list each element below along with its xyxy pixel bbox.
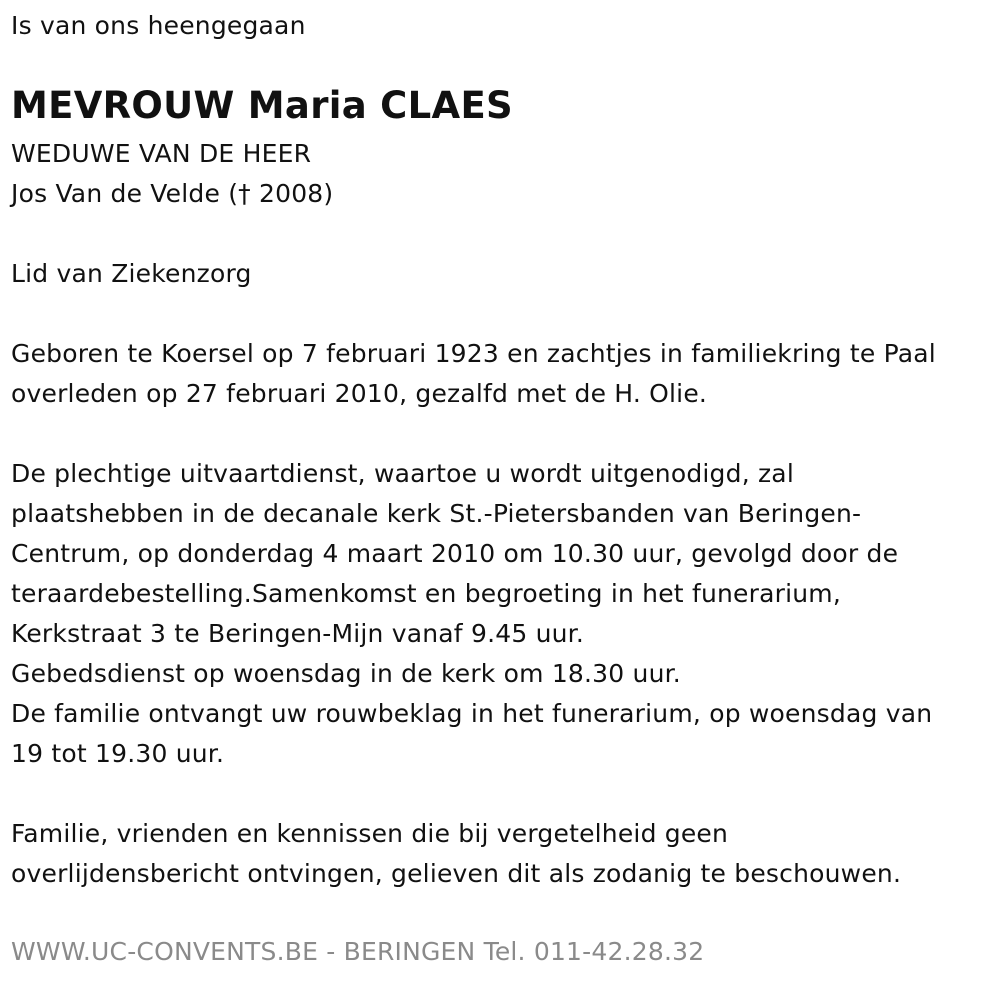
paragraph-line: Gebedsdienst op woensdag in de kerk om 18.30 uur. [11, 659, 681, 688]
footer-contact: WWW.UC-CONVENTS.BE - BERINGEN Tel. 011-42.28.32 [11, 937, 705, 966]
paragraph-line: overlijdensbericht ontvingen, gelieven dit als zodanig te beschouwen. [11, 859, 902, 888]
paragraph-line: Kerkstraat 3 te Beringen-Mijn vanaf 9.45 uur. [11, 619, 584, 648]
widow-of-label: WEDUWE VAN DE HEER [11, 139, 312, 168]
paragraph-line: Familie, vrienden en kennissen die bij vergetelheid geen [11, 819, 729, 848]
paragraph-line: Centrum, op donderdag 4 maart 2010 om 10.30 uur, gevolgd door de [11, 539, 899, 568]
paragraph-line: De plechtige uitvaartdienst, waartoe u wordt uitgenodigd, zal [11, 459, 794, 488]
birth-death-paragraph [11, 334, 936, 414]
intro-text: Is van ons heengegaan [11, 11, 306, 40]
paragraph-line: 19 tot 19.30 uur. [11, 739, 225, 768]
paragraph-line: overleden op 27 februari 2010, gezalfd met de H. Olie. [11, 379, 708, 408]
funeral-service-paragraph [11, 454, 932, 774]
paragraph-line: De familie ontvangt uw rouwbeklag in het funerarium, op woensdag van [11, 699, 933, 728]
widow-block [11, 134, 333, 214]
membership-text: Lid van Ziekenzorg [11, 259, 252, 288]
paragraph-line: teraardebestelling.Samenkomst en begroeting in het funerarium, [11, 579, 841, 608]
paragraph-line: Geboren te Koersel op 7 februari 1923 en zachtjes in familiekring te Paal [11, 339, 936, 368]
family-note-paragraph [11, 814, 901, 894]
paragraph-line: plaatshebben in de decanale kerk St.-Pietersbanden van Beringen- [11, 499, 862, 528]
deceased-name: MEVROUW Maria CLAES [11, 84, 513, 127]
spouse-name: Jos Van de Velde († 2008) [11, 179, 334, 208]
membership-block [11, 254, 252, 294]
